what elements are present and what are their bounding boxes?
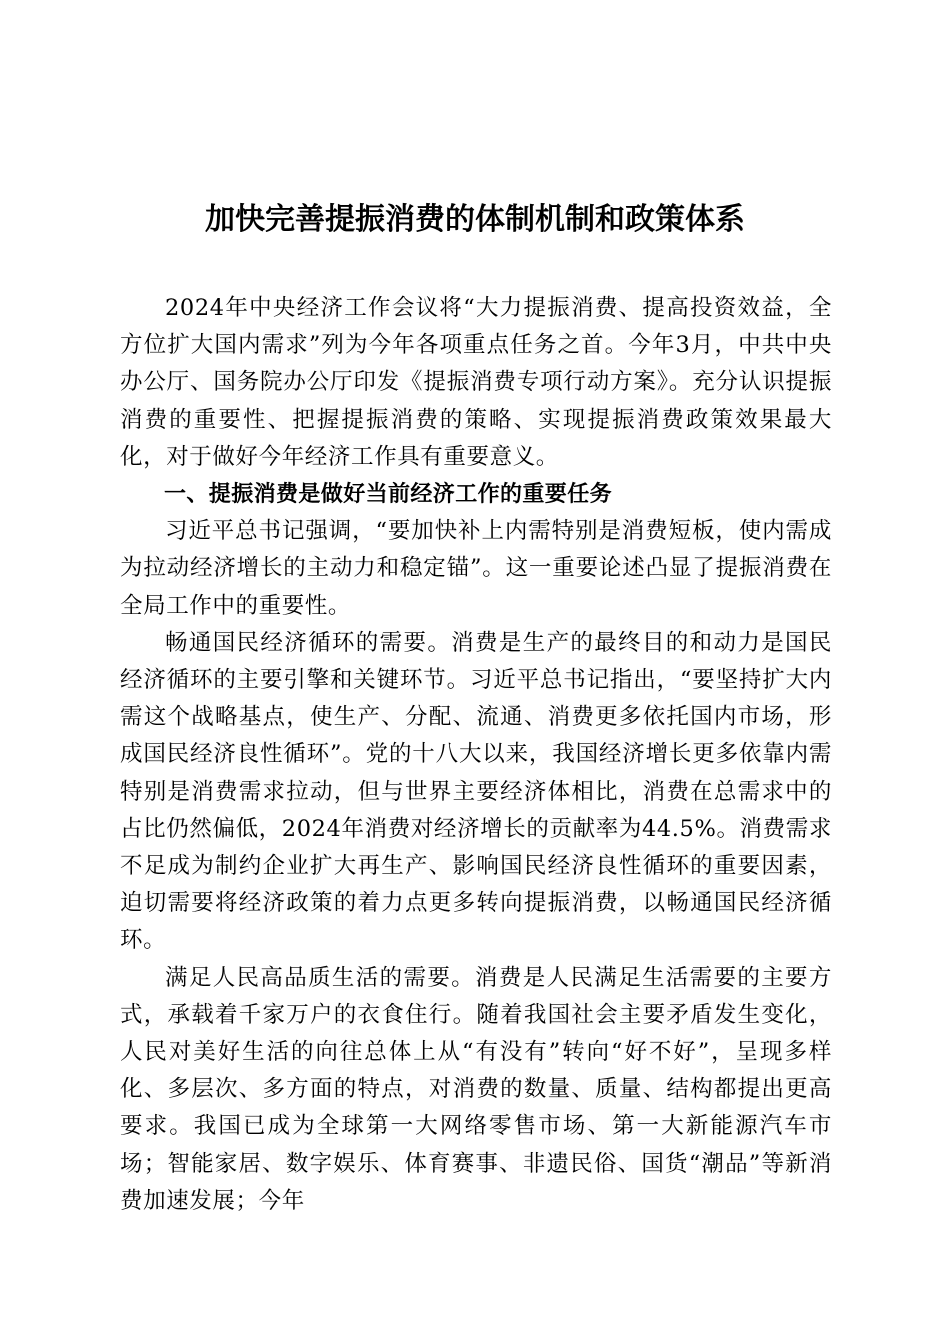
document-body xyxy=(120,290,832,1220)
section-paragraph-2: 畅通国民经济循环的需要。消费是生产的最终目的和动力是国民经济循环的主要引擎和关键环节。习近平总书记指出，“要坚持扩大内需这个战略基点，使生产、分配、流通、消费更多依托国内市场，形成国民经济良性循环”。党的十八大以来，我国经济增长更多依靠内需特别是消费需求拉动，但与世界主要经济体相比，消费在总需求中的占比仍然偏低，2024年消费对经济增长的贡献率为44.5%。消费需求不足成为制约企业扩大再生产、影响国民经济良性循环的重要因素，迫切需要将经济政策的着力点更多转向提振消费，以畅通国民经济循环。 xyxy=(120,629,832,954)
intro-paragraph: 2024年中央经济工作会议将“大力提振消费、提高投资效益，全方位扩大国内需求”列为今年各项重点任务之首。今年3月，中共中央办公厅、国务院办公厅印发《提振消费专项行动方案》。充分认识提振消费的重要性、把握提振消费的策略、实现提振消费政策效果最大化，对于做好今年经济工作具有重要意义。 xyxy=(120,295,832,470)
section-heading: 一、提振消费是做好当前经济工作的重要任务 xyxy=(164,482,613,508)
section-paragraph-1: 习近平总书记强调，“要加快补上内需特别是消费短板，使内需成为拉动经济增长的主动力和稳定锚”。这一重要论述凸显了提振消费在全局工作中的重要性。 xyxy=(120,518,832,619)
section-paragraph-3: 满足人民高品质生活的需要。消费是人民满足生活需要的主要方式，承载着千家万户的衣食住行。随着我国社会主要矛盾发生变化，人民对美好生活的向往总体上从“有没有”转向“好不好”，呈现多样化、多层次、多方面的特点，对消费的数量、质量、结构都提出更高要求。我国已成为全球第一大网络零售市场、第一大新能源汽车市场；智能家居、数字娱乐、体育赛事、非遗民俗、国货“潮品”等新消费加速发展；今年 xyxy=(120,964,832,1214)
document-title: 加快完善提振消费的体制机制和政策体系 xyxy=(205,202,745,237)
